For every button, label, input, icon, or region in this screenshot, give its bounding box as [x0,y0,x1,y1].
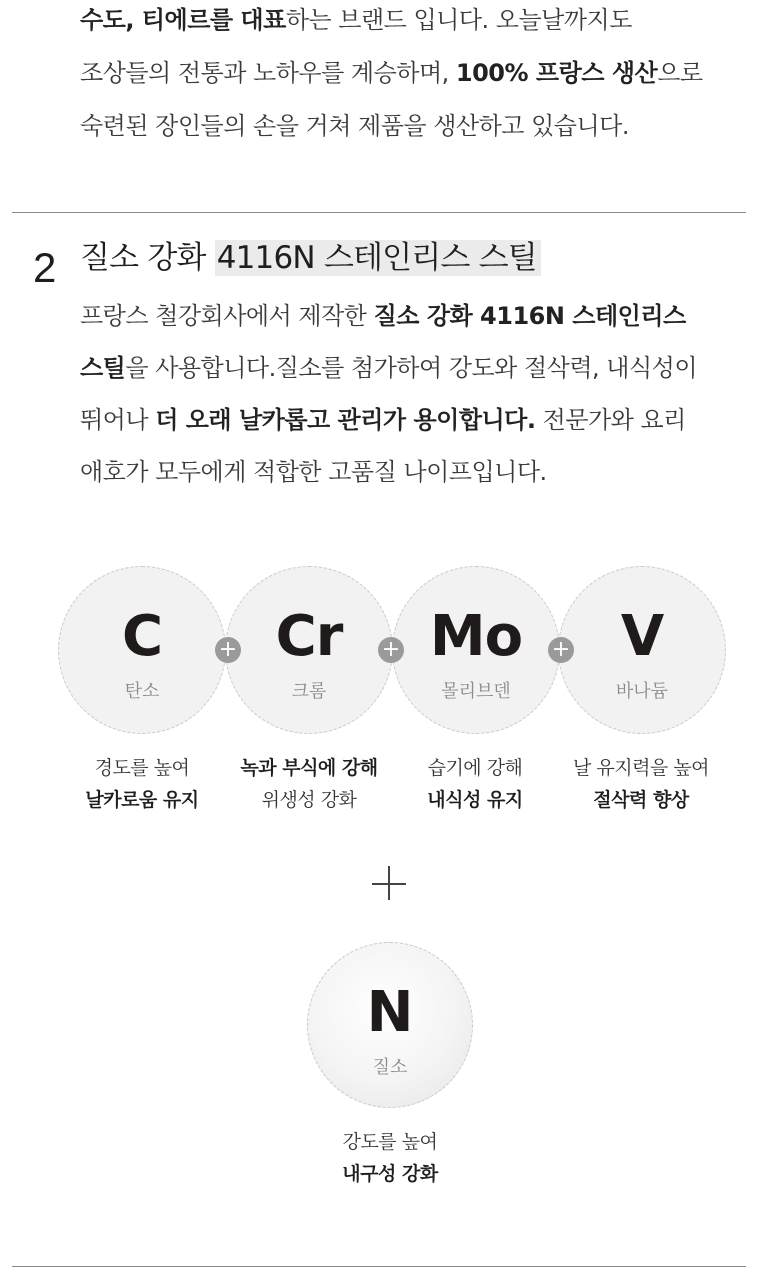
plus-icon-large [372,866,408,902]
section-title: 질소 강화 4116N 스테인리스 스틸 [80,232,541,284]
section-body [80,290,760,498]
element-name: 크롬 [291,681,327,702]
section-number: 2 [33,244,57,291]
element-symbol: N [366,980,414,1045]
intro-line-3: 숙련된 장인들의 손을 거쳐 제품을 생산하고 있습니다. [80,112,629,140]
element-caption-molybdenum: 습기에 강해 내식성 유지 [427,757,523,811]
element-circles-row [0,566,780,736]
element-circle-molybdenum [392,566,560,734]
element-caption-chromium: 녹과 부식에 강해 위생성 강화 [240,757,378,811]
element-name: 바나듐 [615,681,669,702]
element-circle-nitrogen [307,942,473,1108]
element-name: 몰리브덴 [441,681,511,702]
element-symbol: Cr [275,604,343,669]
body-line-4: 애호가 모두에게 적합한 고품질 나이프입니다. [80,458,547,486]
body-line-3: 뛰어나 더 오래 날카롭고 관리가 용이합니다. 전문가와 요리 [80,406,686,434]
plus-icon: + [548,637,574,663]
plus-icon: + [215,637,241,663]
element-name: 탄소 [124,681,160,702]
element-circle-chromium [225,566,393,734]
intro-paragraph [80,0,760,153]
section-title-highlight: 4116N 스테인리스 스틸 [215,240,541,276]
intro-line-1: 수도, 티에르를 대표하는 브랜드 입니다. 오늘날까지도 [80,6,632,34]
element-symbol: V [620,604,664,669]
plus-icon: + [378,637,404,663]
element-name: 질소 [372,1057,408,1078]
element-symbol: C [121,604,163,669]
body-line-2: 스틸을 사용합니다.질소를 첨가하여 강도와 절삭력, 내식성이 [80,354,698,382]
element-circle-vanadium [558,566,726,734]
element-caption-vanadium: 날 유지력을 높여 절삭력 향상 [572,757,710,811]
section-divider-top [12,212,746,213]
body-line-1: 프랑스 철강회사에서 제작한 질소 강화 4116N 스테인리스 [80,302,686,330]
section-divider-bottom [12,1266,746,1267]
element-circle-carbon [58,566,226,734]
element-symbol: Mo [429,604,523,669]
element-caption-carbon: 경도를 높여 날카로움 유지 [85,757,199,811]
element-caption-nitrogen: 강도를 높여 내구성 강화 [342,1131,438,1185]
intro-line-2: 조상들의 전통과 노하우를 계승하며, 100% 프랑스 생산으로 [80,59,703,87]
